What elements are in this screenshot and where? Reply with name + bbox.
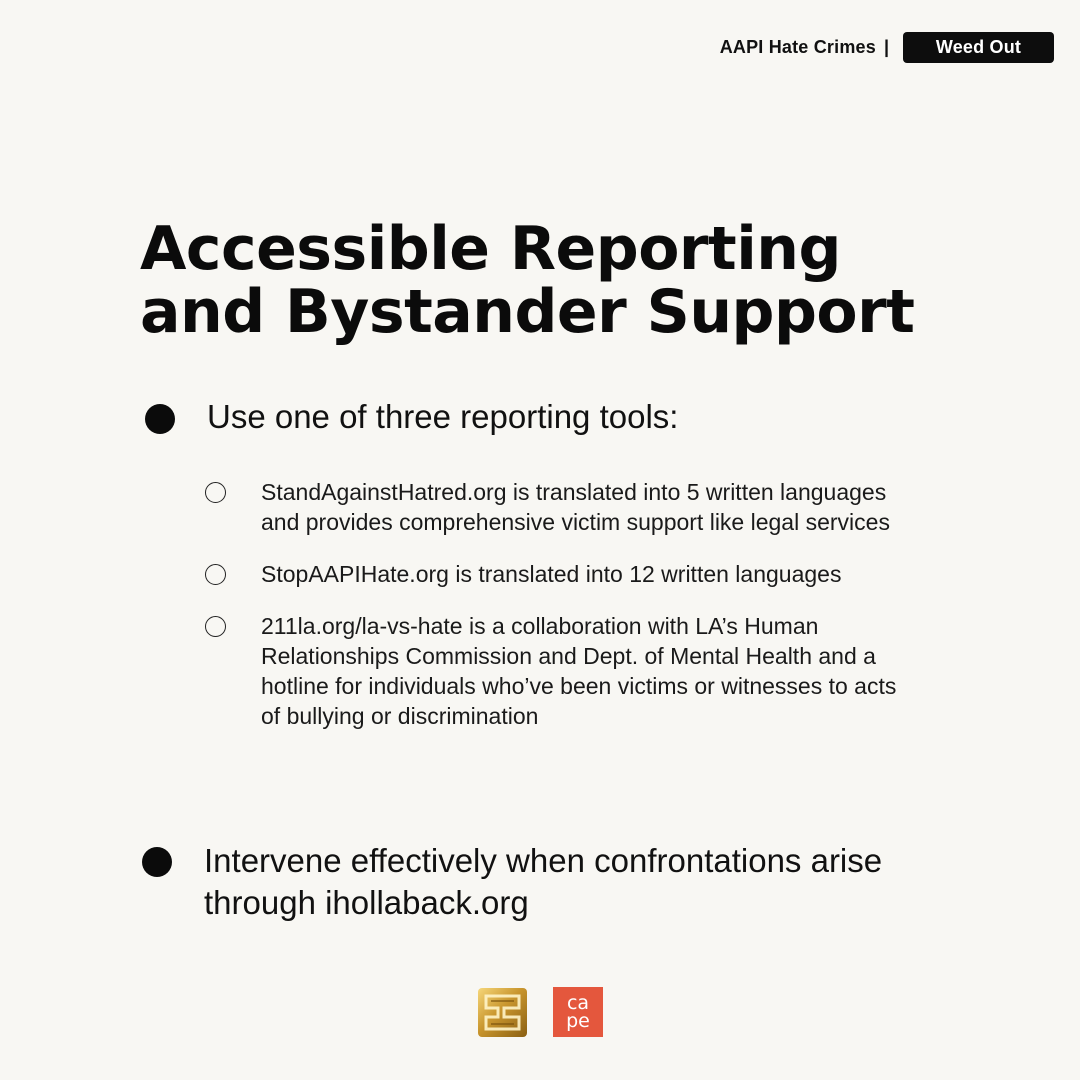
hollow-circle-icon (205, 616, 226, 637)
page-title-line-2: and Bystander Support (140, 277, 915, 347)
list-item (205, 477, 965, 537)
maze-logo-icon (478, 988, 527, 1037)
bullet-reporting-tools (145, 396, 678, 438)
list-item (205, 611, 965, 731)
bullet-dot (142, 847, 172, 877)
list-item-text: StopAAPIHate.org is translated into 12 written languages (261, 561, 842, 587)
header (720, 31, 1054, 63)
hollow-circle-icon (205, 482, 226, 503)
cape-logo (553, 987, 603, 1037)
bullet-intervene-text: Intervene effectively when confrontations arise through ihollaback.org (204, 842, 883, 921)
list-item-text: 211la.org/la-vs-hate is a collaboration with LA’s Human Relationships Commission and Dept. of Mental Health and a hotline for individuals who’ve been victims or witnesses to acts of bullying or discrimination (261, 613, 897, 729)
bullet-reporting-tools-text: Use one of three reporting tools: (207, 398, 679, 435)
logos (478, 987, 603, 1037)
bullet-intervene (142, 840, 964, 924)
cape-logo-line-2: pe (566, 1010, 590, 1032)
page-title-line-1: Accessible Reporting (140, 214, 841, 284)
hollow-circle-icon (205, 564, 226, 585)
list-item-text: StandAgainstHatred.org is translated into 5 written languages and provides comprehensive victim support like legal services (261, 479, 890, 535)
header-separator: | (883, 36, 889, 57)
page-title (140, 214, 1000, 347)
list-item (205, 559, 965, 589)
weed-out-badge: Weed Out (903, 32, 1054, 63)
header-label: AAPI Hate Crimes (719, 36, 876, 57)
bullet-dot (145, 404, 175, 434)
reporting-tools-list (205, 477, 965, 753)
cape-logo-line-1: ca (566, 992, 590, 1014)
